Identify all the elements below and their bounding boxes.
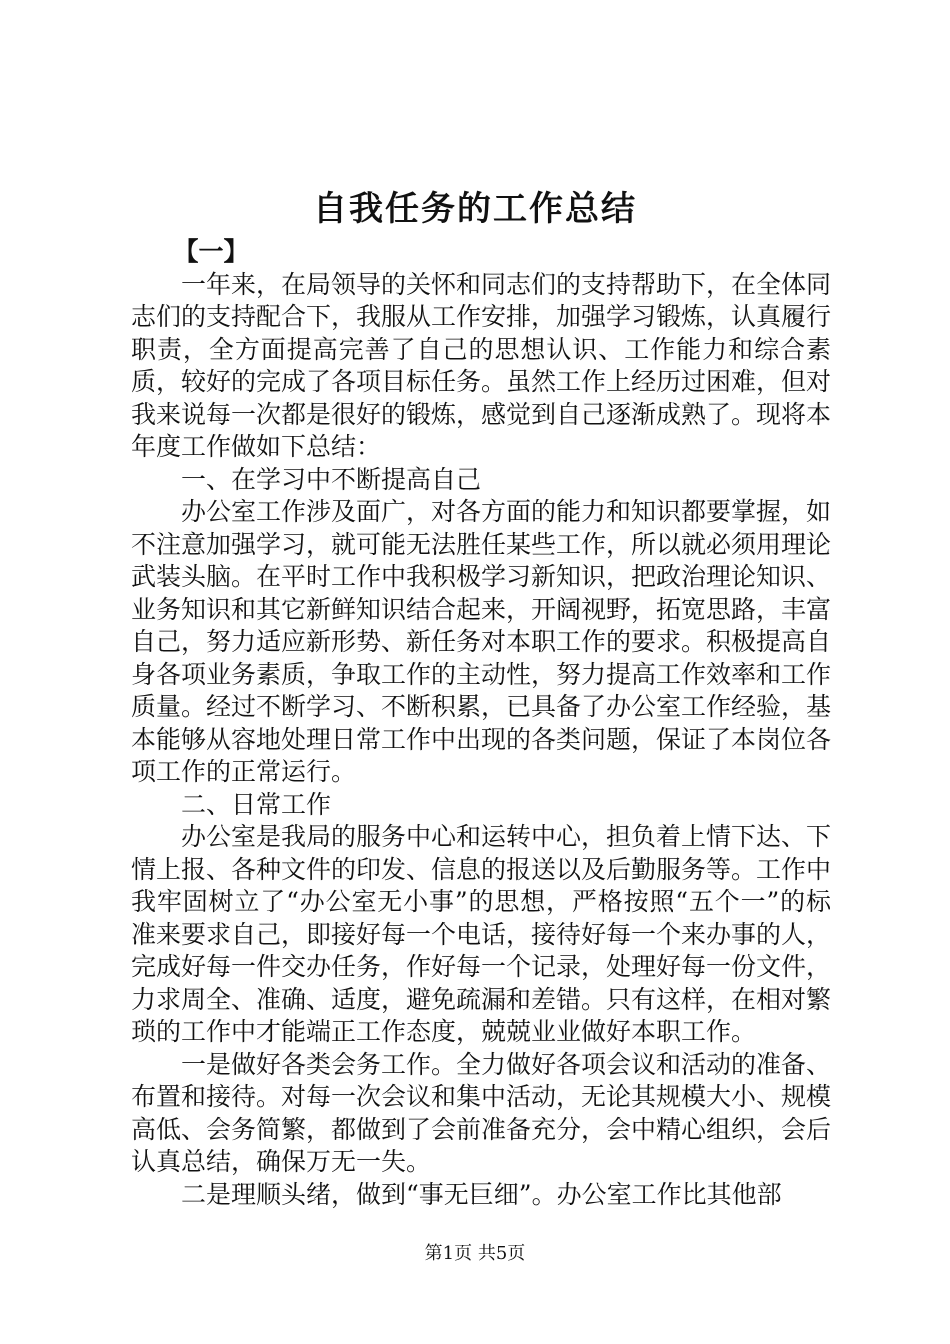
- body-paragraph: 一年来，在局领导的关怀和同志们的支持帮助下，在全体同志们的支持配合下，我服从工作安排，加强学习锻炼，认真履行职责，全方面提高完善了自己的思想认识、工作能力和综合素质，较好的完成了各项目标任务。虽然工作上经历过困难，但对我来说每一次都是很好的锻炼，感觉到自己逐渐成熟了。现将本年度工作做如下总结：: [131, 269, 832, 461]
- document-title: 自我任务的工作总结: [313, 189, 637, 229]
- page-number-footer: 第1页 共5页: [424, 1243, 526, 1264]
- body-paragraph: 二是理顺头绪，做到“事无巨细”。办公室工作比其他部: [181, 1179, 782, 1209]
- document-body: [131, 236, 831, 1211]
- body-paragraph: 办公室是我局的服务中心和运转中心，担负着上情下达、下情上报、各种文件的印发、信息的报送以及后勤服务等。工作中我牢固树立了“办公室无小事”的思想，严格按照“五个一”的标准来要求自己，即接好每一个电话，接待好每一个来办事的人，完成好每一件交办任务，作好每一个记录，处理好每一份文件，力求周全、准确、适度，避免疏漏和差错。只有这样，在相对繁琐的工作中才能端正工作态度，兢兢业业做好本职工作。: [131, 822, 832, 1046]
- body-paragraph: 一是做好各类会务工作。全力做好各项会议和活动的准备、布置和接待。对每一次会议和集中活动，无论其规模大小、规模高低、会务简繁，都做到了会前准备充分，会中精心组织，会后认真总结，确保万无一失。: [131, 1049, 832, 1176]
- section-label: 【一】: [173, 237, 249, 266]
- body-paragraph: 办公室工作涉及面广，对各方面的能力和知识都要掌握，如不注意加强学习，就可能无法胜任某些工作，所以就必须用理论武装头脑。在平时工作中我积极学习新知识，把政治理论知识、业务知识和其它新鲜知识结合起来，开阔视野，拓宽思路，丰富自己，努力适应新形势、新任务对本职工作的要求。积极提高自身各项业务素质，争取工作的主动性，努力提高工作效率和工作质量。经过不断学习、不断积累，已具备了办公室工作经验，基本能够从容地处理日常工作中出现的各类问题，保证了本岗位各项工作的正常运行。: [131, 497, 832, 786]
- section-heading: 一、在学习中不断提高自己: [181, 464, 482, 494]
- section-heading: 二、日常工作: [181, 789, 332, 819]
